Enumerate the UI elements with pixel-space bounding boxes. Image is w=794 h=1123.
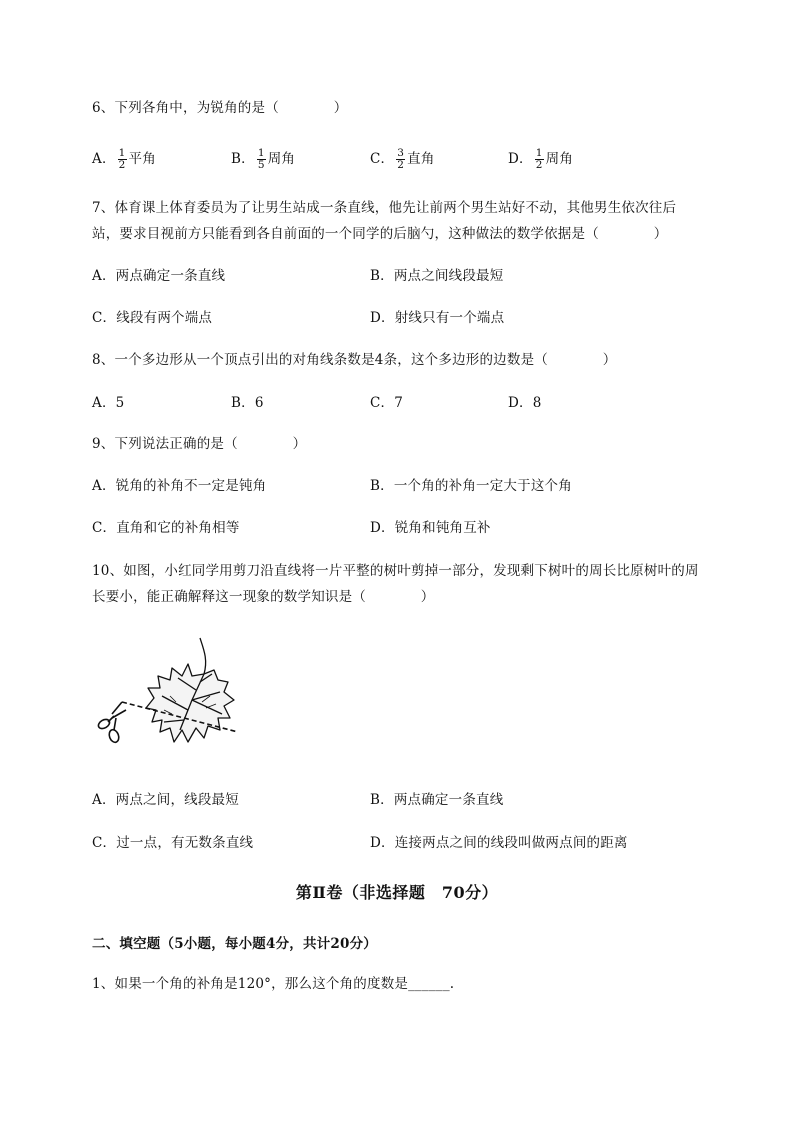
q6-stem: 6、下列各角中，为锐角的是（ ） xyxy=(92,100,348,116)
q6-d-text: 周角 xyxy=(545,151,574,167)
scissors-icon xyxy=(97,702,126,744)
q6-a-num: 1 xyxy=(118,147,126,159)
q6-a-fraction xyxy=(118,148,127,171)
q6-c-label: C． xyxy=(370,151,395,167)
q8-stem: 8、一个多边形从一个顶点引出的对角线条数是4条，这个多边形的边数是（ ） xyxy=(92,352,617,368)
q7-stem-line2: 站，要求目视前方只能看到各自前面的一个同学的后脑勺，这种做法的数学依据是（ ） xyxy=(92,226,668,242)
leaf-scissors-figure xyxy=(92,630,242,770)
q7-option-c: C．线段有两个端点 xyxy=(92,310,213,326)
q6-b-num: 1 xyxy=(257,147,265,159)
q6-b-fraction xyxy=(257,148,266,171)
q10-option-b: B．两点确定一条直线 xyxy=(370,792,504,808)
q6-a-label: A． xyxy=(92,151,116,167)
q8-option-b: B．6 xyxy=(231,395,264,411)
q7-stem-line1: 7、体育课上体育委员为了让男生站成一条直线，他先让前两个男生站好不动，其他男生依次往后 xyxy=(92,200,677,216)
q6-a-text: 平角 xyxy=(128,151,156,167)
leaf-icon xyxy=(146,638,234,742)
fill1-stem: 1、如果一个角的补角是120°，那么这个角的度数是______. xyxy=(92,976,455,992)
q6-c-den: 2 xyxy=(397,159,405,171)
q6-c-fraction xyxy=(396,148,405,171)
q6-b-text: 周角 xyxy=(267,151,296,167)
q7-option-a: A．两点确定一条直线 xyxy=(92,268,226,284)
q10-option-c: C．过一点，有无数条直线 xyxy=(92,835,254,851)
q9-option-d: D．锐角和钝角互补 xyxy=(370,520,491,536)
q9-stem: 9、下列说法正确的是（ ） xyxy=(92,436,307,452)
q6-d-label: D． xyxy=(508,151,533,167)
q6-d-fraction xyxy=(535,148,544,171)
q8-option-d: D．8 xyxy=(508,395,542,411)
q6-c-num: 3 xyxy=(397,147,405,159)
q6-b-den: 5 xyxy=(257,159,265,171)
q6-option-d xyxy=(508,148,573,171)
q9-option-a: A．锐角的补角不一定是钝角 xyxy=(92,478,267,494)
q6-a-den: 2 xyxy=(118,159,126,171)
q6-c-text: 直角 xyxy=(407,151,435,167)
q10-stem-line1: 10、如图，小红同学用剪刀沿直线将一片平整的树叶剪掉一部分，发现剩下树叶的周长比原树叶的周 xyxy=(92,563,699,579)
q10-option-a: A．两点之间，线段最短 xyxy=(92,792,239,808)
fill-section-heading: 二、填空题（5小题，每小题4分，共计20分） xyxy=(92,936,377,952)
q7-option-d: D．射线只有一个端点 xyxy=(370,310,505,326)
q6-option-a xyxy=(92,148,156,171)
q10-stem-line2: 长要小，能正确解释这一现象的数学知识是（ ） xyxy=(92,589,435,605)
q10-option-d: D．连接两点之间的线段叫做两点间的距离 xyxy=(370,835,628,851)
q7-option-b: B．两点之间线段最短 xyxy=(370,268,504,284)
q6-option-b xyxy=(231,148,295,171)
q6-b-label: B． xyxy=(231,151,255,167)
q6-option-c xyxy=(370,148,435,171)
part2-title: 第Ⅱ卷（非选择题 70分） xyxy=(295,883,499,902)
q8-option-a: A．5 xyxy=(92,395,125,411)
q8-option-c: C．7 xyxy=(370,395,404,411)
q9-option-c: C．直角和它的补角相等 xyxy=(92,520,240,536)
q6-d-den: 2 xyxy=(535,159,543,171)
q6-d-num: 1 xyxy=(535,147,543,159)
q9-option-b: B．一个角的补角一定大于这个角 xyxy=(370,478,572,494)
